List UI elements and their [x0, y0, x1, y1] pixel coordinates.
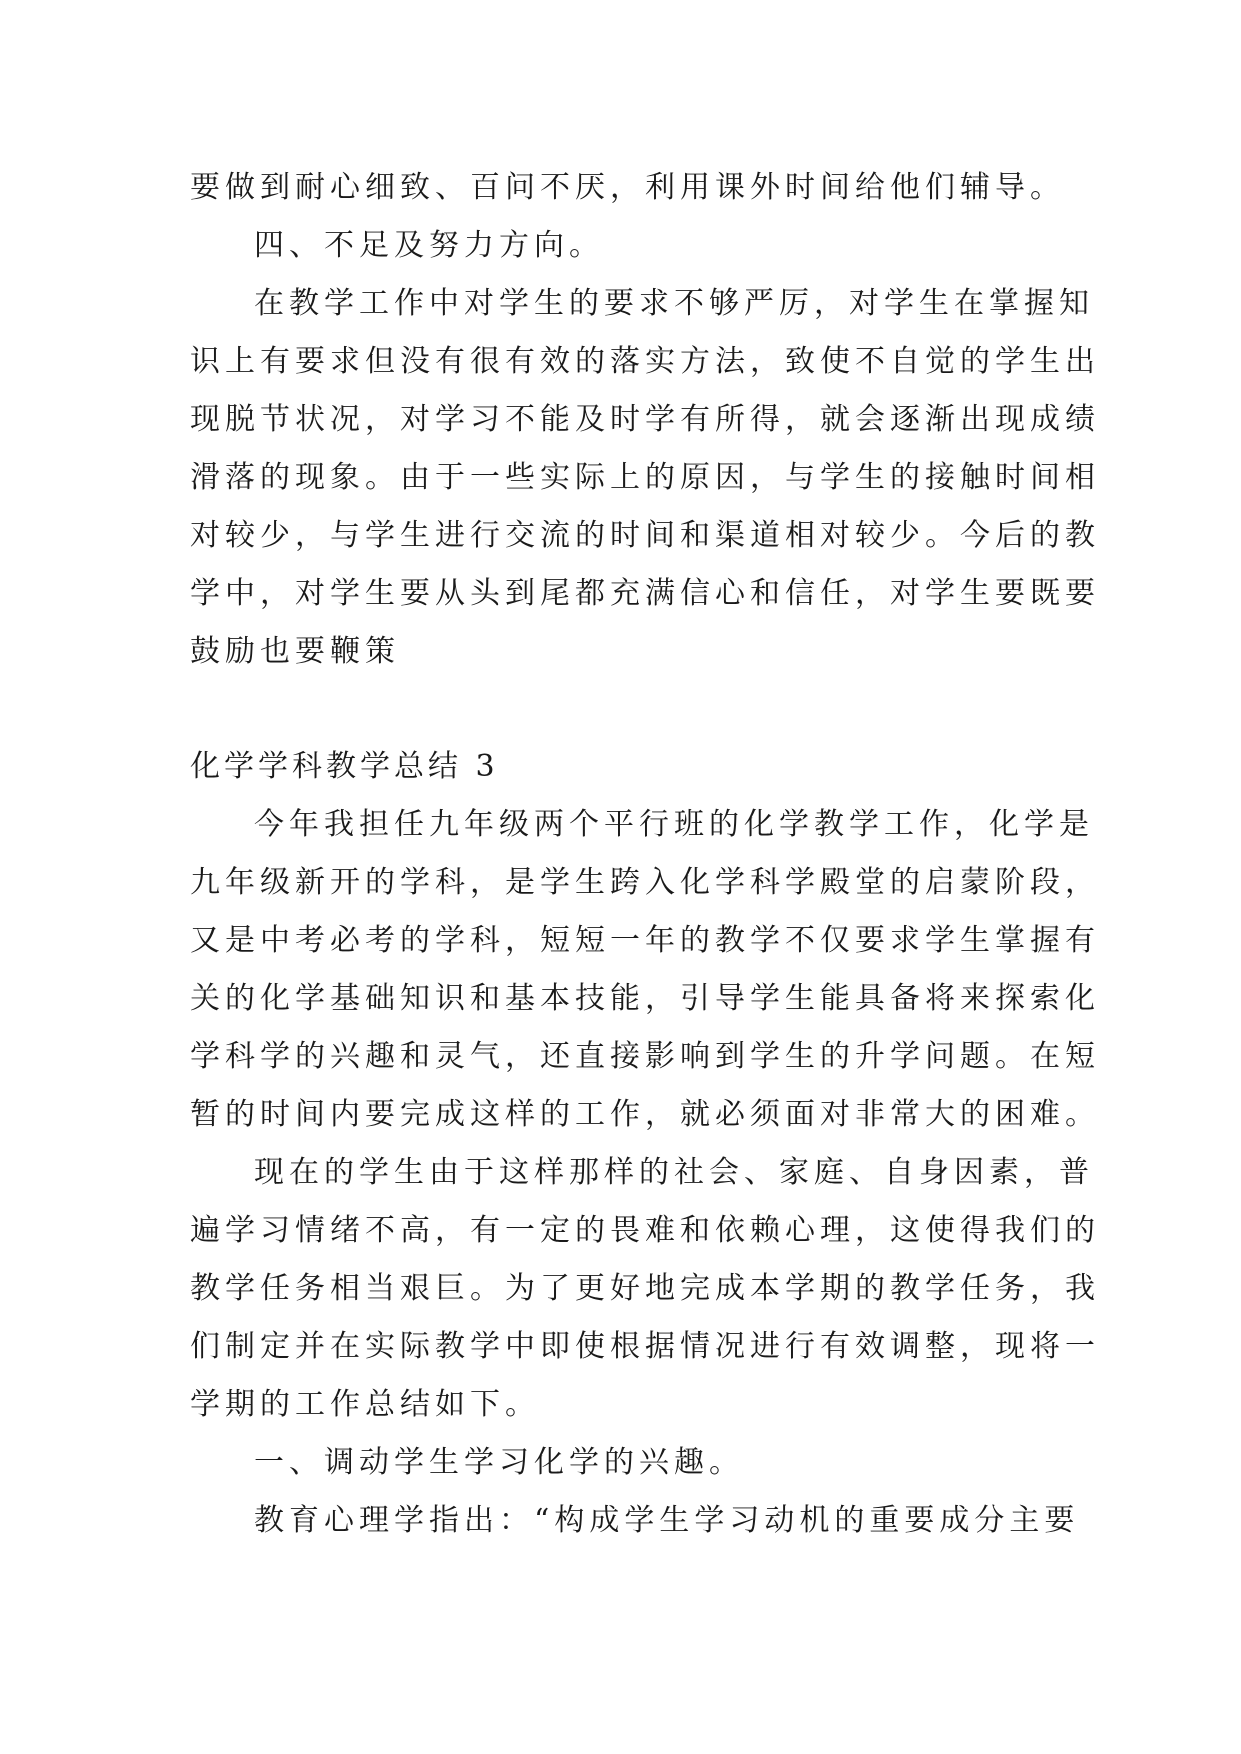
paragraph-line: 滑落的现象。由于一些实际上的原因，与学生的接触时间相: [190, 460, 1100, 495]
paragraph-line: 今年我担任九年级两个平行班的化学教学工作，化学是: [254, 807, 1094, 842]
paragraph-line: 在教学工作中对学生的要求不够严厉，对学生在掌握知: [254, 286, 1094, 321]
paragraph-line: 现脱节状况，对学习不能及时学有所得，就会逐渐出现成绩: [190, 402, 1100, 437]
paragraph-line: 学中，对学生要从头到尾都充满信心和信任，对学生要既要: [190, 576, 1100, 611]
paragraph-line: 教学任务相当艰巨。为了更好地完成本学期的教学任务，我: [190, 1271, 1100, 1306]
section-heading: 一、调动学生学习化学的兴趣。: [254, 1445, 744, 1480]
paragraph-line: 学期的工作总结如下。: [190, 1387, 540, 1422]
paragraph-line: 对较少，与学生进行交流的时间和渠道相对较少。今后的教: [190, 518, 1100, 553]
paragraph-line: 关的化学基础知识和基本技能，引导学生能具备将来探索化: [190, 981, 1100, 1016]
section-heading: 四、不足及努力方向。: [254, 228, 604, 263]
paragraph-line: 又是中考必考的学科，短短一年的教学不仅要求学生掌握有: [190, 923, 1100, 958]
paragraph-line: 现在的学生由于这样那样的社会、家庭、自身因素，普: [254, 1155, 1094, 1190]
paragraph-line: 要做到耐心细致、百问不厌，利用课外时间给他们辅导。: [190, 170, 1065, 205]
document-title: 化学学科教学总结 3: [190, 749, 499, 784]
paragraph-line: 识上有要求但没有很有效的落实方法，致使不自觉的学生出: [190, 344, 1100, 379]
paragraph-line: 暂的时间内要完成这样的工作，就必须面对非常大的困难。: [190, 1097, 1100, 1132]
paragraph-line: 九年级新开的学科，是学生跨入化学科学殿堂的启蒙阶段，: [190, 865, 1100, 900]
paragraph-line: 学科学的兴趣和灵气，还直接影响到学生的升学问题。在短: [190, 1039, 1100, 1074]
paragraph-line: 遍学习情绪不高，有一定的畏难和依赖心理，这使得我们的: [190, 1213, 1100, 1248]
paragraph-line: 教育心理学指出：“构成学生学习动机的重要成分主要: [254, 1503, 1080, 1538]
paragraph-line: 们制定并在实际教学中即使根据情况进行有效调整，现将一: [190, 1329, 1100, 1364]
paragraph-line: 鼓励也要鞭策: [190, 634, 400, 669]
